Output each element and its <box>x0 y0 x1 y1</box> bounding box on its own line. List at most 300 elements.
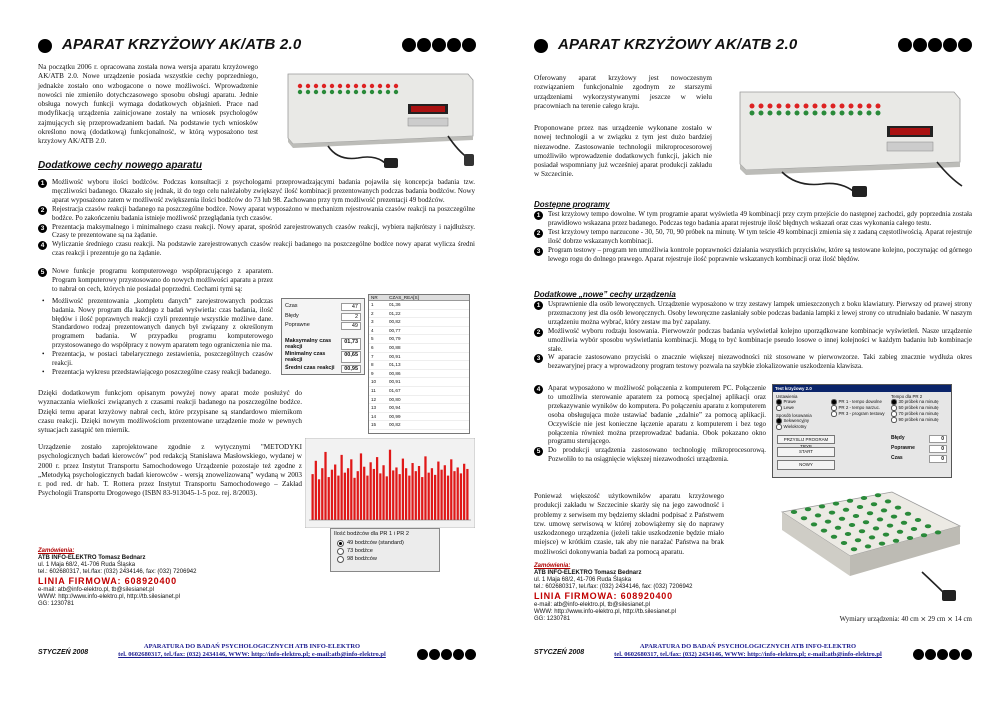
stat-label: Maksymalny czas reakcji <box>285 337 332 350</box>
chart-bar <box>415 471 417 520</box>
chart-bar <box>405 468 407 520</box>
number-badge: 4 <box>38 241 47 250</box>
list-item <box>38 223 475 241</box>
dots-decoration <box>897 38 972 54</box>
number-badge: 5 <box>38 268 47 277</box>
group-label: Tempo dla PR 2 <box>891 394 923 399</box>
page-title: APARAT KRZYŻOWY AK/ATB 2.0 <box>558 36 798 53</box>
led-icon <box>298 84 302 88</box>
list-item-text: Test krzyżowy tempo narzucone - 30, 50, 70, 90 próbek na minutę. W tym teście 49 kombinacji zmienia się z zadaną częstotliwością. Aparat rejestruje ilość dobrze wskazanych kombinacji. <box>548 227 972 245</box>
key-icon <box>849 523 855 527</box>
key-icon <box>891 515 897 519</box>
company-address: ul. 1 Maja 68/2, 41-706 Ruda Śląska <box>534 577 632 583</box>
led-icon <box>362 90 366 94</box>
table-cell: 01,13 <box>389 362 401 368</box>
stat-row <box>285 322 361 330</box>
table-row <box>369 335 469 344</box>
radio-icon[interactable] <box>337 548 344 555</box>
stat-label: Czas <box>285 303 298 309</box>
tempo-group <box>891 394 949 423</box>
led-icon <box>768 104 773 109</box>
radio-label: PR 3 - program testowy <box>838 411 885 416</box>
radio-selected-icon[interactable] <box>891 399 897 405</box>
led-icon <box>370 90 374 94</box>
led-icon <box>322 90 326 94</box>
led-icon <box>370 84 374 88</box>
chart-bar <box>389 450 391 520</box>
key-icon <box>843 508 849 512</box>
chart-bar <box>315 461 317 520</box>
key-icon <box>921 533 927 537</box>
list-item-text: Możliwość wyboru ilości bodźców. Podczas konsultacji z psychologami przeprowadzającymi badania pojawiła się koncepcja badania tzw. męczliwości badanego. Okazało się jednak, iż do tego celu należałoby zwiększyć ilość kombinacji prezentowanych podczas badania bodźców. Nowy aparat wyposażono zatem w możliwość zwiększenia ilości bodźców do 73 lub 98. Zachowano przy tym możliwość prezentacji 49 bodźców. <box>52 178 475 204</box>
key-icon <box>847 499 853 503</box>
key-icon <box>821 529 827 533</box>
table-cell: 2 <box>371 310 374 316</box>
radio-label: 49 bodźców (standard) <box>347 540 404 546</box>
table-cell: 00,77 <box>389 327 401 333</box>
chart-bar <box>370 462 372 520</box>
list-item-text: Do produkcji urządzenia zastosowano technologię mikroprocesorową. Pozwoliło to na osiągnięcie większej niezawodności urządzenia. <box>548 446 766 464</box>
radio-option[interactable] <box>831 411 889 417</box>
page-footer <box>534 643 972 663</box>
table-cell: 01,22 <box>389 310 401 316</box>
window-title: Test krzyżowy 2.0 <box>773 385 951 392</box>
led-icon <box>822 111 827 116</box>
company-hotline: LINIA FIRMOWA: 608920400 <box>38 576 177 586</box>
radio-option[interactable] <box>337 539 439 547</box>
key-icon <box>871 502 877 506</box>
radio-label: PR 1 - tempo dowolne <box>838 399 882 404</box>
chart-bar <box>437 462 439 520</box>
footer-line1: APARATURA DO BADAŃ PSYCHOLOGICZNYCH ATB INFO-ELEKTRO <box>143 643 361 650</box>
chart-bar <box>366 476 368 520</box>
radio-label: 73 bodźce <box>347 548 373 554</box>
chart-bar <box>347 468 349 520</box>
table-row <box>369 378 469 387</box>
key-icon <box>875 493 881 497</box>
led-icon <box>813 104 818 109</box>
table-cell: 4 <box>371 327 374 333</box>
result-value: 0 <box>929 455 947 463</box>
key-icon <box>881 508 887 512</box>
radio-icon[interactable] <box>891 411 897 417</box>
stat-row <box>285 338 361 350</box>
number-badge: 3 <box>38 224 47 233</box>
number-badge: 2 <box>534 328 543 337</box>
result-row <box>891 455 947 463</box>
key-icon <box>839 517 845 521</box>
table-cell: 00,91 <box>389 353 401 359</box>
table-cell: 01,67 <box>389 387 401 393</box>
led-icon <box>867 111 872 116</box>
radio-label: PR 2 - tempo narzuc. <box>838 405 880 410</box>
key-icon <box>859 529 865 533</box>
led-icon <box>378 84 382 88</box>
chart-bar <box>321 468 323 520</box>
led-icon <box>867 104 872 109</box>
table-cell: 14 <box>371 413 377 419</box>
radio-icon[interactable] <box>337 556 344 563</box>
programs-list <box>534 210 972 263</box>
led-icon <box>759 104 764 109</box>
bullet-item: • Możliwość prezentowania „kompletu danych” zarejestrowanych podczas badania. Nowy program dla każdego z badań wyświetla: czas badania, ilość błędów i ilość poprawnych reakcji czyli prezentuje wszystkie możliwe dane. Standardowo rodzaj prezentowanych danych był związany z określonym programem badania. W przypadku programu komputerowego przystosowanego do współpracy z nowym aparatem tego ograniczenia nie ma. <box>38 297 273 350</box>
table-cell: 5 <box>371 336 374 342</box>
stat-row <box>285 351 361 363</box>
radio-label: 50 próbek na minutę <box>898 405 939 410</box>
stat-label: Poprawne <box>285 322 310 328</box>
radio-selected-icon[interactable] <box>831 399 837 405</box>
company-gg: GG: 1230781 <box>38 601 75 607</box>
result-row <box>891 435 947 443</box>
led-icon <box>849 104 854 109</box>
led-icon <box>330 84 334 88</box>
led-icon <box>804 111 809 116</box>
chart-bar <box>457 467 459 520</box>
key-icon <box>851 547 857 551</box>
radio-selected-icon[interactable] <box>776 418 782 424</box>
radio-label: Prawe <box>783 399 796 404</box>
led-icon <box>346 84 350 88</box>
reaction-times-chart <box>305 438 475 528</box>
key-icon <box>853 514 859 518</box>
list-item <box>38 240 475 258</box>
chart-bar <box>360 453 362 520</box>
settings-group <box>776 394 828 430</box>
dots-decoration <box>416 647 476 665</box>
number-badge: 2 <box>38 206 47 215</box>
led-icon <box>795 111 800 116</box>
chart-bar <box>328 477 330 520</box>
chart-bar <box>382 465 384 520</box>
number-badge: 3 <box>534 354 543 363</box>
intro-paragraph: Na początku 2006 r. opracowana została nowa wersja aparatu krzyżowego AK/ATB 2.0. Nowe urządzenie posiada wszystkie cechy poprzedniego, jednakże zostało ono wzbogacone o nowe możliwości. Wprowadzenie nowości nie zmieniło dotychczasowego sposobu obsługi aparatu. Jednie obsługa nowych funkcji wymaga dodatkowych objaśnień. Prace nad modyfikacją urządzenia zainicjowane zostały na wniosek psychologów zajmujących się przeprowadzaniem badań. Na podstawie tych wniosków określono nową (dodatkową) funkcjonalność, w którą wyposażono test krzyżowy AK/ATB 2.0. <box>38 63 258 146</box>
radio-icon[interactable] <box>776 424 782 430</box>
device-photo <box>268 66 478 171</box>
chart-bar <box>350 459 352 520</box>
chart-bar <box>431 468 433 520</box>
bullet-icon <box>534 39 548 53</box>
list-item-text: Możliwość wyboru rodzaju losowania. Pierwowzór podczas badania wyświetlał kolejno uporządkowane kombinacje wyświetleń. Nasze urządzenie umożliwia wybór sposobu wyświetlania kombinacji. Mogą to być kombinacje pseudo losowe o innej kolejności w każdym badaniu lub kombinacje stałe. <box>548 326 972 353</box>
key-icon <box>901 521 907 525</box>
led-icon <box>306 84 310 88</box>
led-icon <box>813 111 818 116</box>
contact-title: Zamówienia: <box>38 548 75 554</box>
chart-bar <box>392 470 394 520</box>
start-button[interactable]: START <box>777 447 835 457</box>
table-cell: 8 <box>371 362 374 368</box>
chart-bar <box>408 476 410 520</box>
table-row <box>369 353 469 362</box>
table-cell: 15 <box>371 422 377 428</box>
key-icon <box>835 526 841 530</box>
chart-bar <box>450 459 452 520</box>
table-row <box>369 327 469 336</box>
stat-value: 00,95 <box>341 365 361 373</box>
key-icon <box>815 513 821 517</box>
company-email: e-mail: atb@info-elektro.pl, tb@silesianet.pl <box>534 602 650 608</box>
result-label: Czas <box>891 455 903 461</box>
key-icon <box>819 504 825 508</box>
page-header <box>38 36 476 56</box>
radio-option[interactable] <box>337 555 439 563</box>
page-header <box>534 36 972 56</box>
dots-decoration <box>401 38 476 54</box>
footer-line2: tel. 0602680317, tel./fax: (032) 2434146, WWW: http://info-elektro.pl; e-mail:atb@info-elektro.pl <box>614 651 882 658</box>
led-icon <box>858 111 863 116</box>
led-icon <box>858 104 863 109</box>
reaction-times-table <box>368 294 470 434</box>
stat-row <box>285 313 361 321</box>
led-icon <box>386 84 390 88</box>
table-header: NR <box>371 295 378 300</box>
table-cell: 00,91 <box>389 379 401 385</box>
chart-bar <box>363 467 365 520</box>
table-row <box>369 344 469 353</box>
chart-bar <box>341 455 343 520</box>
number-badge: 4 <box>534 385 543 394</box>
key-icon <box>935 530 941 534</box>
chart-bar <box>463 464 465 520</box>
radio-label: Sekwencyjny <box>783 418 810 423</box>
radio-icon[interactable] <box>891 417 897 423</box>
table-cell: 9 <box>371 370 374 376</box>
chart-bar <box>411 463 413 520</box>
key-icon <box>805 507 811 511</box>
led-icon <box>394 90 398 94</box>
table-cell: 13 <box>371 405 377 411</box>
table-cell: 00,79 <box>389 336 401 342</box>
stat-label: Średni czas reakcji <box>285 364 335 371</box>
radio-option[interactable] <box>776 424 828 430</box>
stat-value: 00,65 <box>341 351 361 363</box>
radio-icon[interactable] <box>831 405 837 411</box>
led-icon <box>338 84 342 88</box>
led-icon <box>362 84 366 88</box>
chart-bar <box>373 469 375 520</box>
chart-bar <box>334 465 336 521</box>
led-icon <box>822 104 827 109</box>
company-hotline: LINIA FIRMOWA: 608920400 <box>534 591 673 601</box>
company-phone: tel.: 602680317, tel./fax: (032) 2434146, fax: (032) 7206942 <box>534 584 693 590</box>
table-cell: 00,88 <box>389 344 401 350</box>
radio-option[interactable] <box>337 547 439 555</box>
table-row <box>369 361 469 370</box>
company-phone: tel.: 602680317, tel./fax: (032) 2434146, fax: (032) 7206942 <box>38 569 197 575</box>
table-row <box>369 387 469 396</box>
chart-bar <box>318 479 320 520</box>
key-icon <box>863 520 869 524</box>
company-address: ul. 1 Maja 68/2, 41-706 Ruda Śląska <box>38 562 136 568</box>
group-label: Sposób losowania <box>776 413 812 418</box>
bullet-icon <box>38 39 52 53</box>
radio-icon[interactable] <box>776 405 782 411</box>
led-icon <box>831 111 836 116</box>
chart-bar <box>428 473 430 520</box>
company-email: e-mail: atb@info-elektro.pl, tb@silesianet.pl <box>38 587 154 593</box>
device-keypad-photo <box>772 486 967 604</box>
company-name: ATB INFO-ELEKTRO Tomasz Bednarz <box>534 570 642 576</box>
right-page <box>496 0 992 701</box>
radio-option[interactable] <box>776 405 828 411</box>
key-icon <box>897 530 903 534</box>
list-item <box>38 205 475 223</box>
radio-label: 30 próbek na minutę <box>898 399 939 404</box>
page-footer <box>38 643 476 663</box>
footer-line2: tel. 0602680317, tel./fax: (032) 2434146, WWW: http://info-elektro.pl; e-mail:atb@info-elektro.pl <box>118 651 386 658</box>
led-icon <box>750 111 755 116</box>
chart-bar <box>379 473 381 520</box>
company-gg: GG: 1230781 <box>534 616 571 622</box>
chart-bar <box>466 469 468 520</box>
led-icon <box>338 90 342 94</box>
list-item <box>38 178 475 205</box>
table-row <box>369 318 469 327</box>
table-cell: 12 <box>371 396 377 402</box>
led-icon <box>777 111 782 116</box>
list-item <box>38 267 273 294</box>
number-badge: 1 <box>534 211 543 220</box>
led-icon <box>314 84 318 88</box>
list-item <box>534 210 972 228</box>
key-icon <box>907 536 913 540</box>
chart-bar <box>453 471 455 520</box>
led-icon <box>840 111 845 116</box>
chart-bar <box>434 475 436 520</box>
chart-bar <box>418 466 420 520</box>
footer-contact <box>98 643 406 659</box>
table-row <box>369 404 469 413</box>
led-icon <box>306 90 310 94</box>
table-row <box>369 421 469 430</box>
key-icon <box>791 510 797 514</box>
footer-date: STYCZEŃ 2008 <box>534 649 585 656</box>
led-icon <box>804 104 809 109</box>
intro-paragraph-2: Proponowane przez nas urządzenie wykonane zostało w nowej technologii a w związku z tym jest dużo bardziej niezawodne. Zastosowanie technologii mikroprocesorowej umożliwiło wprowadzenie dodatkowych funkcji, jakich nie posiadał wspomniany już wcześniej aparat produkcji zakładu w Szczecinie. <box>534 124 712 179</box>
chart-bar <box>311 474 313 520</box>
group-label: Ustawienia <box>776 394 798 399</box>
radio-option[interactable] <box>891 417 949 423</box>
list-item-text: Prezentacja maksymalnego i minimalnego czasu reakcji. Nowy aparat, spośród zarejestrowanych czasów reakcji, wybiera najkrótszy i najdłuższy. Czasy te prezentowane są na żądanie. <box>52 222 475 240</box>
stats-panel <box>281 298 365 375</box>
key-icon <box>833 502 839 506</box>
list-item <box>534 327 972 354</box>
radio-label: 90 próbek na minutę <box>898 417 939 422</box>
chart-bar <box>402 459 404 520</box>
key-icon <box>879 542 885 546</box>
stat-value: 49 <box>341 322 361 330</box>
led-icon <box>831 104 836 109</box>
chart-bar <box>344 473 346 520</box>
contact-block <box>534 563 764 623</box>
table-cell: 10 <box>371 379 377 385</box>
key-icon <box>877 517 883 521</box>
chart-bar <box>324 452 326 520</box>
paragraph: Urządzenie zostało zaprojektowane zgodnie z wytycznymi "METODYKI psychologicznych badań kierowców" pod redakcją Stanisława Masłowskiego, wydanej w 2000 r. przez Instytut Transportu Samochodowego Urządzenie pozostaje też zgodne z „Metodyką psychologicznych badań kierowców - wersją znowelizowaną” wydaną w 2003 r. pod red. dr hab. T. Rottera przez Instytut Transportu Samochodowego – Zakład Psychologii Transportu Drogowego (ISBN 83-913045-1-5 poz. rej. 8/2003). <box>38 443 302 498</box>
radio-label: 70 próbek na minutę <box>898 411 939 416</box>
key-icon <box>861 496 867 500</box>
led-icon <box>346 90 350 94</box>
key-icon <box>869 535 875 539</box>
chart-bar <box>399 474 401 520</box>
device-photo <box>722 82 972 200</box>
key-icon <box>925 524 931 528</box>
led-icon <box>876 111 881 116</box>
chart-bar <box>376 457 378 520</box>
footer-contact <box>594 643 902 659</box>
led-icon <box>777 104 782 109</box>
new-features-list <box>534 300 972 371</box>
radio-icon[interactable] <box>891 405 897 411</box>
radio-selected-icon[interactable] <box>337 540 344 547</box>
company-www: WWW: http://www.info-elektro.pl, http://tb.silesianet.pl <box>38 594 180 600</box>
list-item-text: Program testowy – program ten umożliwia kontrole poprawności działania wszystkich przycisków, które są testowane kolejno, poczynając od górnego lewego rogu do dolnego prawego. Aparat rejestruje ilość poprawnie wskazanych kombinacji oraz ilość błędów. <box>548 245 972 263</box>
key-icon <box>845 532 851 536</box>
table-row <box>369 370 469 379</box>
list-item <box>534 384 766 446</box>
stat-value: 01,73 <box>341 338 361 350</box>
control-app-window <box>772 384 952 478</box>
table-cell: 00,94 <box>389 405 401 411</box>
result-value: 0 <box>929 435 947 443</box>
key-icon <box>905 512 911 516</box>
table-cell: 6 <box>371 344 374 350</box>
number-badge: 1 <box>38 179 47 188</box>
led-icon <box>795 104 800 109</box>
chart-bar <box>353 478 355 520</box>
stat-value: 2 <box>341 313 361 321</box>
new-button[interactable]: NOWY <box>777 460 835 470</box>
radio-label: 98 bodźców <box>347 556 377 562</box>
table-cell: 00,82 <box>389 319 401 325</box>
key-icon <box>887 524 893 528</box>
chart-bar <box>444 465 446 520</box>
number-badge: 2 <box>534 229 543 238</box>
table-cell: 00,80 <box>389 396 401 402</box>
paragraph: Dzięki dodatkowym funkcjom opisanym powyżej nowy aparat może posłużyć do wyznaczania wielkości związanych z czasami reakcji badanego na poszczególne bodźce. Dzięki temu aparat krzyżowy nabrał cech, które przypisane są standardowo miernikom czasu reakcji. Dzięki nowym możliwościom prezentowane urządzenie może w pewnych sytuacjach zastąpić ten miernik. <box>38 389 302 435</box>
bullet-item: • Prezentacja, w postaci tabelarycznego zestawienia, poszczególnych czasów reakcji. <box>38 350 273 368</box>
led-icon <box>768 111 773 116</box>
key-icon <box>867 511 873 515</box>
bullet-item: • Prezentacja wykresu przedstawiającego poszczególne czasy reakcji badanego. <box>38 368 273 377</box>
key-icon <box>811 522 817 526</box>
list-item-text: Aparat wyposażono w możliwość połączenia z komputerem PC. Połączenie to umożliwia sterowanie aparatem za pomocą specjalnej aplikacji oraz przekazywanie wyników do komputera. Po połączeniu aparatu z komputerem osoba obsługująca może ustawiać badanie „zdalnie” za pomocą aplikacji. Oczywiście nie jest konieczne łączenie aparatu z komputerem i bez tego połączenia również można przeprowadzać badania. Obok pokazano okno programu sterującego. <box>548 384 766 446</box>
result-label: Poprawne <box>891 445 915 451</box>
led-icon <box>386 90 390 94</box>
led-icon <box>354 84 358 88</box>
send-mode-button[interactable]: PRZYSLIJ PROGRAM <box>777 435 835 444</box>
features-title: Dodatkowe „nowe” cechy urządzenia <box>534 290 676 299</box>
table-cell: 00,99 <box>389 413 401 419</box>
table-cell: 00,86 <box>389 370 401 376</box>
footer-line1: APARATURA DO BADAŃ PSYCHOLOGICZNYCH ATB INFO-ELEKTRO <box>639 643 857 650</box>
led-icon <box>840 104 845 109</box>
features-list-cont <box>38 267 273 377</box>
led-icon <box>354 90 358 94</box>
radio-selected-icon[interactable] <box>776 399 782 405</box>
list-item-text: Test krzyżowy tempo dowolne. W tym programie aparat wyświetla 49 kombinacji przy czym przejście do następnej zachodzi, gdy poprzednia została prawidłowo wskazana przez badanego. Podczas tego badania aparat rejestruje ilość błędnych wskazań oraz czas wykonania całego testu. <box>548 210 972 227</box>
company-www: WWW: http://www.info-elektro.pl, http://tb.silesianet.pl <box>534 609 676 615</box>
new-features-list-cont <box>534 384 766 464</box>
stat-row <box>285 365 361 373</box>
page-title: APARAT KRZYŻOWY AK/ATB 2.0 <box>62 36 302 53</box>
table-cell: 1 <box>371 302 374 307</box>
table-cell: 3 <box>371 319 374 325</box>
programs-title: Dostępne programy <box>534 200 610 209</box>
number-badge: 5 <box>534 447 543 456</box>
table-cell: 00,82 <box>389 422 401 428</box>
stat-label: Błędy <box>285 312 299 319</box>
radio-icon[interactable] <box>831 411 837 417</box>
